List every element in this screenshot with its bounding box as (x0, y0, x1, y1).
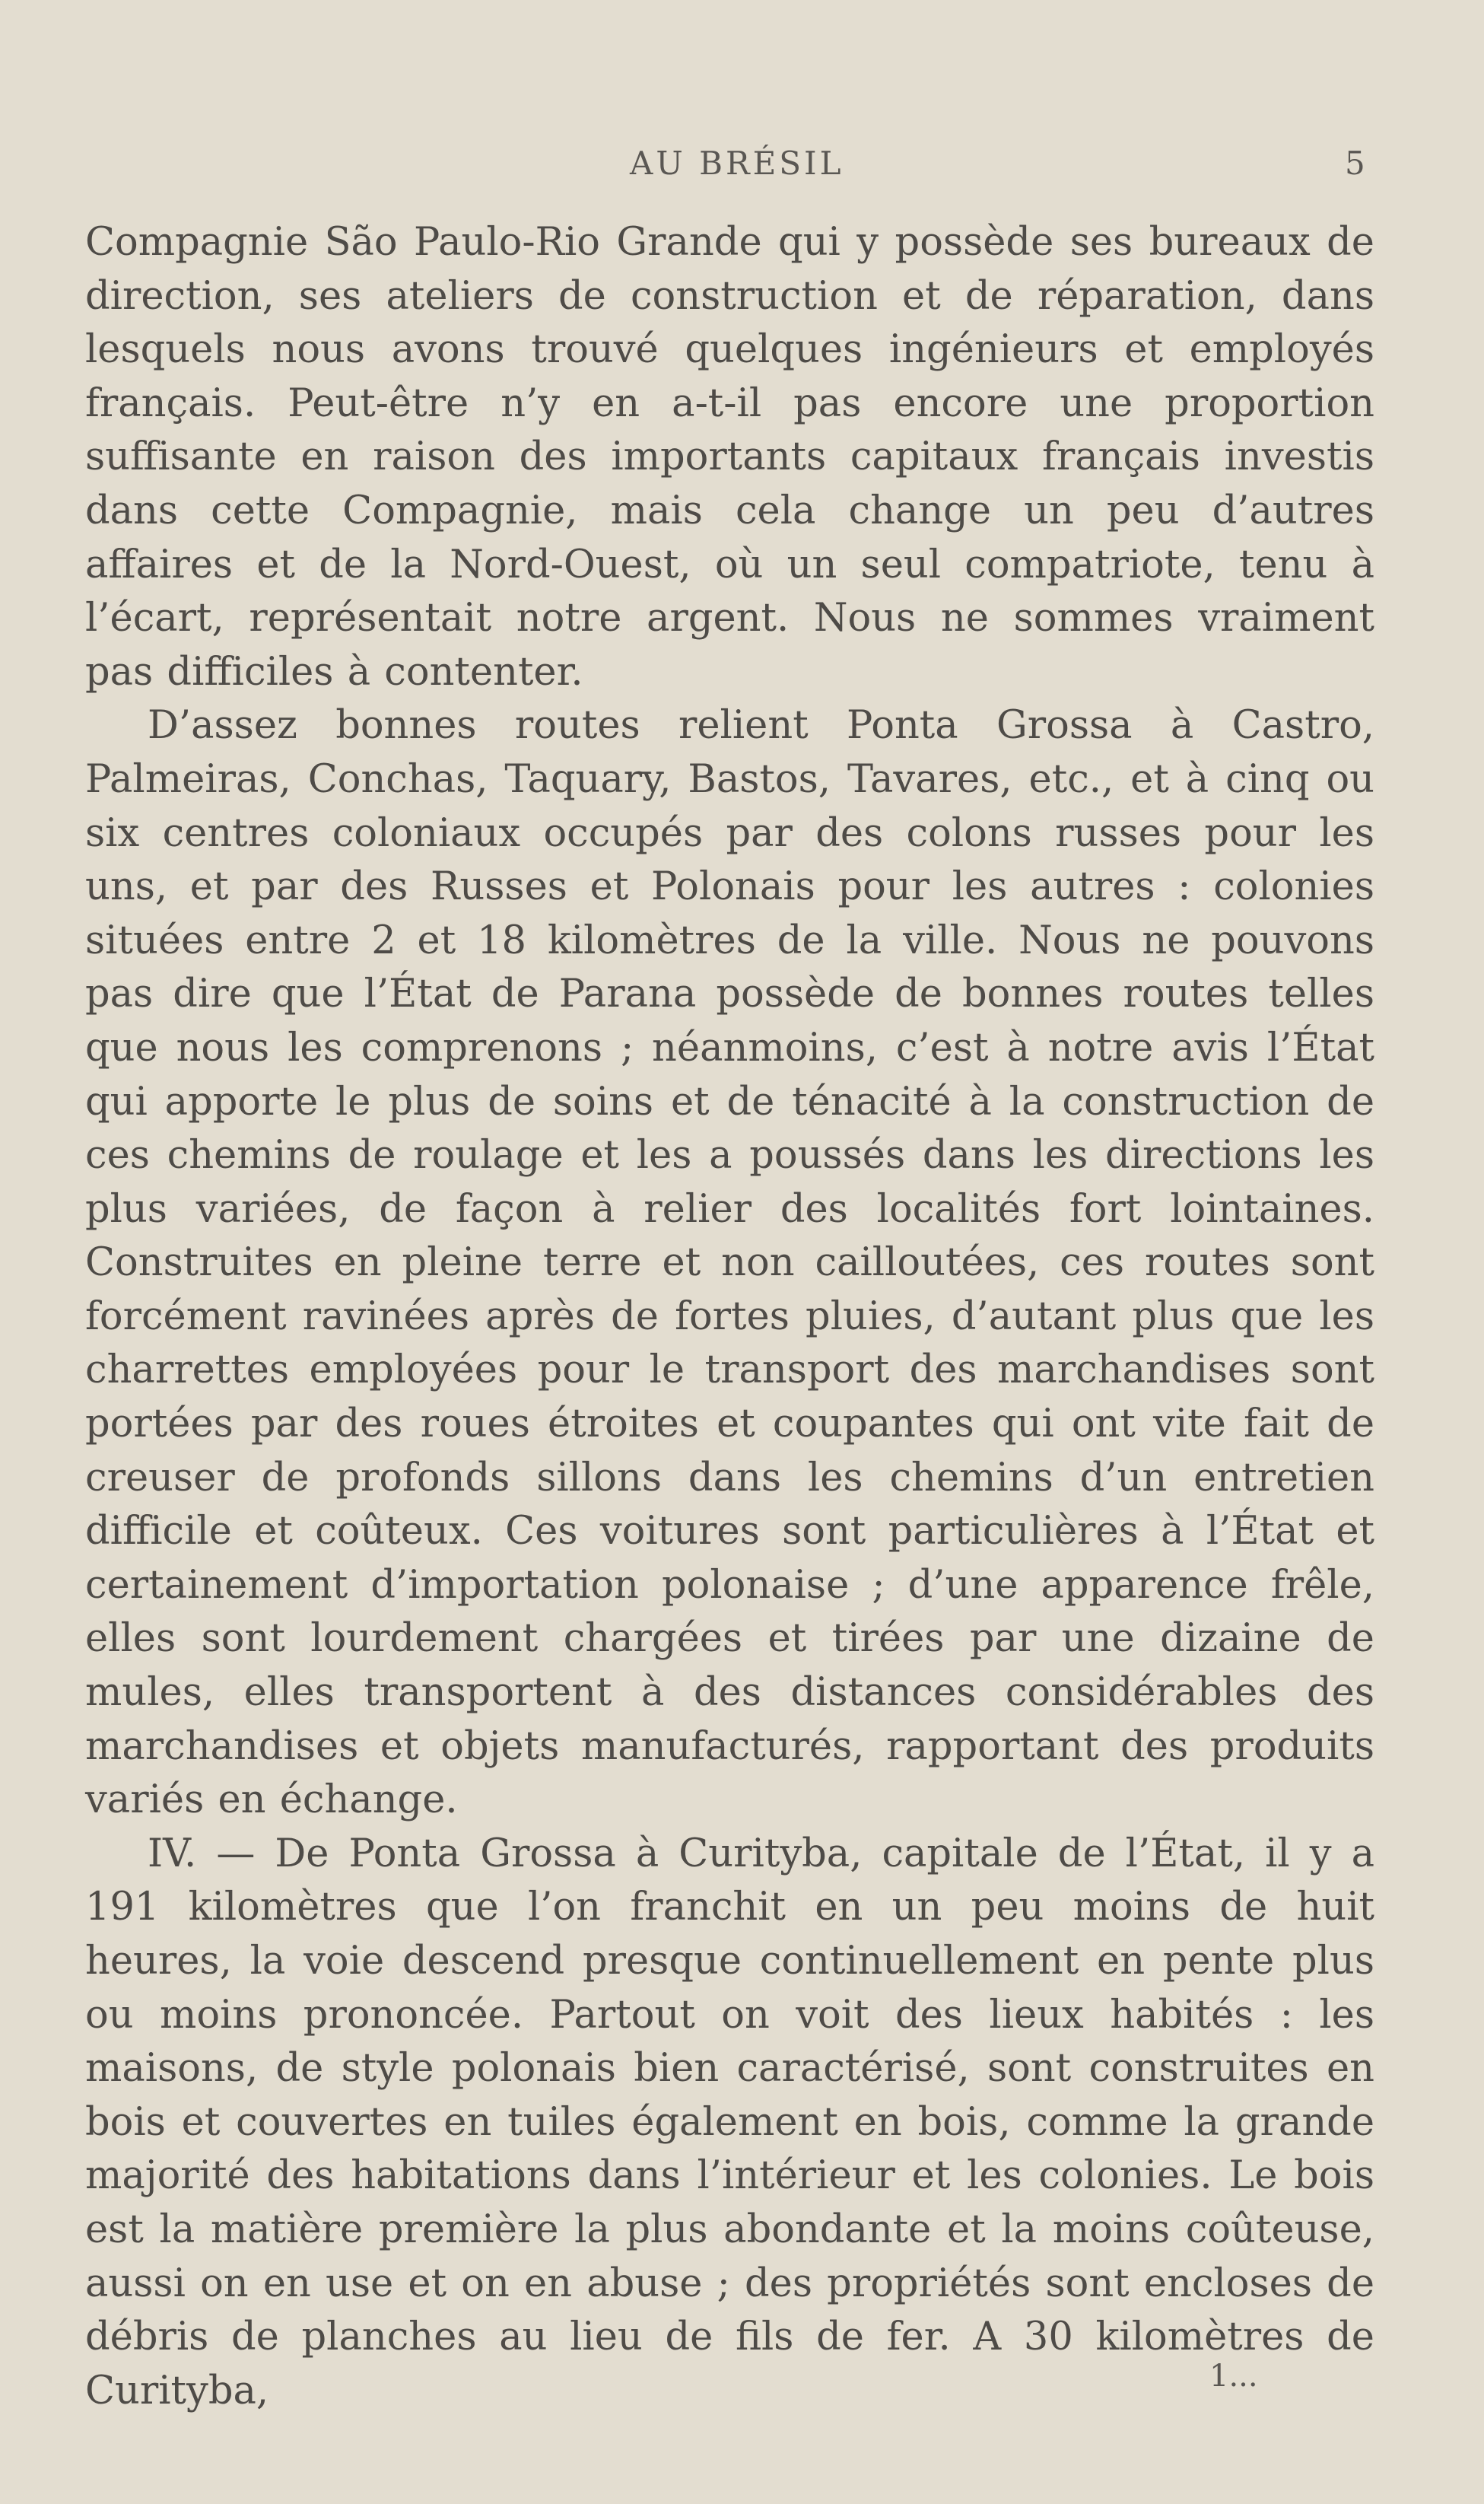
body-text (85, 216, 1374, 2418)
paragraph-routes: D’assez bonnes routes relient Ponta Grossa à Castro, Palmeiras, Conchas, Taquary, Bastos, Tavares, etc., et à cinq ou six centres coloniaux occupés par des colons russes pour les uns, et par des Russes et Polonais pour les autres : colonies situées entre 2 et 18 kilomètres de la ville. Nous ne pouvons pas dire que l’État de Parana possède de bonnes routes telles que nous les comprenons ; néanmoins, c’est à notre avis l’État qui apporte le plus de soins et de ténacité à la construction de ces chemins de roulage et les a poussés dans les directions les plus variées, de façon à relier des localités fort lointaines. Construites en pleine terre et non cailloutées, ces routes sont forcément ravinées après de fortes pluies, d’autant plus que les charrettes employées pour le transport des marchandises sont portées par des roues étroites et coupantes qui ont vite fait de creuser de profonds sillons dans les chemins d’un entretien difficile et coûteux. Ces voitures sont particulières à l’État et certainement d’importation polonaise ; d’une apparence frêle, elles sont lourdement chargées et tirées par une dizaine de mules, elles transportent à des distances considérables des marchandises et objets manufacturés, rapportant des produits variés en échange. (85, 703, 1374, 1823)
page-number: 5 (1345, 145, 1365, 182)
running-title: AU BRÉSIL (630, 145, 844, 182)
paragraph-section-iv: IV. — De Ponta Grossa à Curityba, capitale de l’État, il y a 191 kilomètres que l’on franchit en un peu moins de huit heures, la voie descend presque continuellement en pente plus ou moins prononcée. Partout on voit des lieux habités : les maisons, de style polonais bien caractérisé, sont construites en bois et couvertes en tuiles également en bois, comme la grande majorité des habitations dans l’intérieur et les colonies. Le bois est la matière première la plus abondante et la moins coûteuse, aussi on en use et on en abuse ; des propriétés sont encloses de débris de planches au lieu de fils de fer. A 30 kilomètres de Curityba, (85, 1831, 1374, 2413)
paragraph-continuation: Compagnie São Paulo-Rio Grande qui y possède ses bureaux de direction, ses ateliers de construction et de réparation, dans lesquels nous avons trouvé quelques ingénieurs et employés français. Peut-être n’y en a-t-il pas encore une proportion suffisante en raison des importants capitaux français investis dans cette Compagnie, mais cela change un peu d’autres affaires et de la Nord-Ouest, où un seul compatriote, tenu à l’écart, représentait notre argent. Nous ne sommes vraiment pas difficiles à contenter. (85, 220, 1374, 695)
running-head (0, 145, 1484, 190)
signature-mark: 1... (1209, 2359, 1258, 2394)
